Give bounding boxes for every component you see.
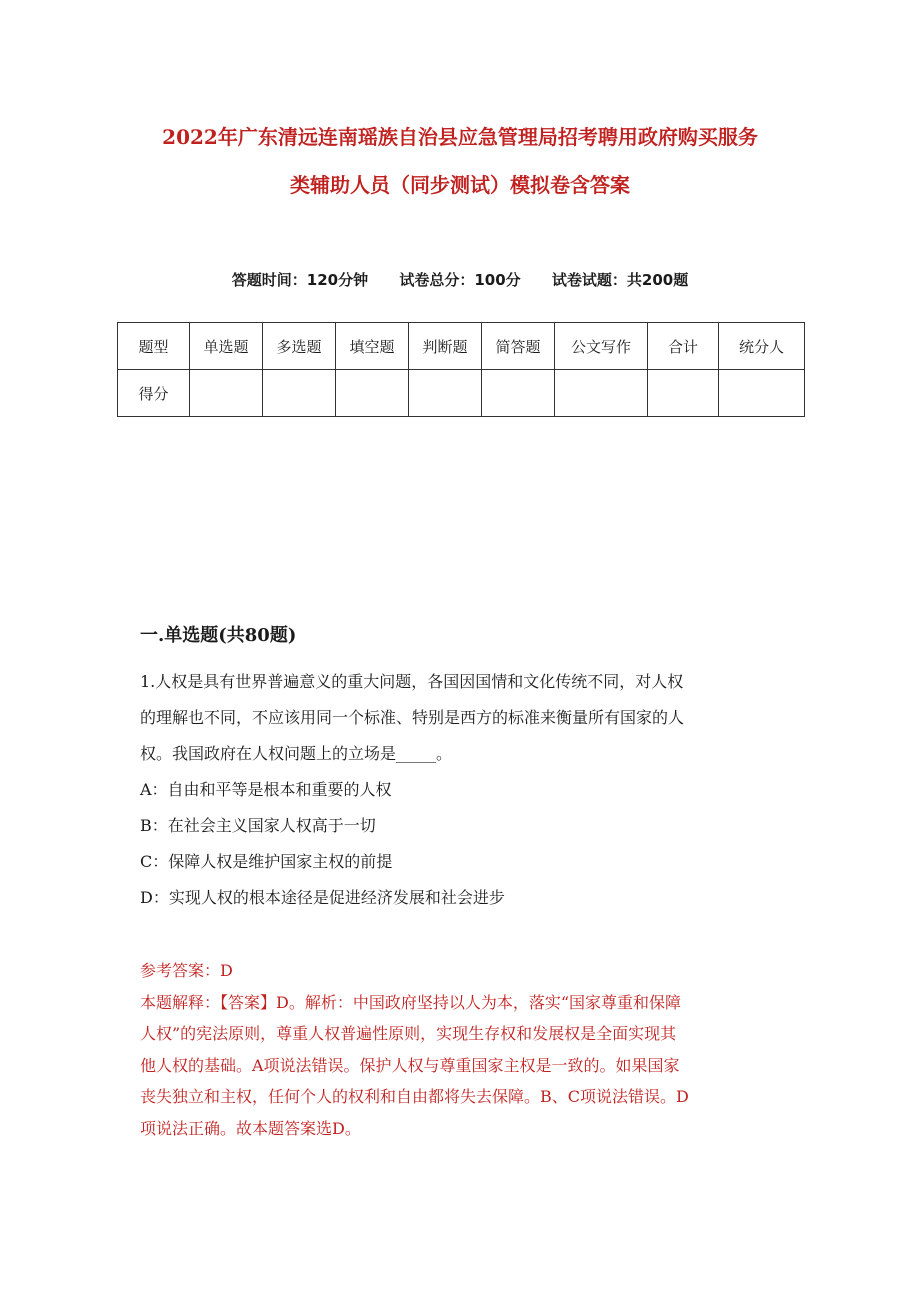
exam-question-count: 试卷试题：共200题 — [551, 271, 689, 289]
score-table-score-row — [118, 370, 805, 417]
score-cell — [263, 370, 336, 417]
score-row-label: 得分 — [118, 370, 190, 417]
header-cell-fill-in: 填空题 — [336, 323, 409, 370]
exam-time: 答题时间：120分钟 — [231, 271, 369, 289]
header-cell-single-choice: 单选题 — [190, 323, 263, 370]
question-stem-line: 的理解也不同，不应该用同一个标准、特别是西方的标准来衡量所有国家的人 — [140, 708, 685, 727]
section-heading: 一.单选题(共80题) — [140, 625, 297, 646]
exam-total-score: 试卷总分：100分 — [399, 271, 521, 289]
question-stem-line: 1.人权是具有世界普遍意义的重大问题，各国因国情和文化传统不同，对人权 — [140, 672, 684, 691]
document-title-line-2: 类辅助人员（同步测试）模拟卷含答案 — [290, 173, 630, 197]
header-cell-total: 合计 — [648, 323, 719, 370]
explanation-line: 丧失独立和主权，任何个人的权利和自由都将失去保障。B、C项说法错误。D — [140, 1087, 689, 1106]
score-cell — [555, 370, 648, 417]
reference-answer: 参考答案：D — [140, 961, 233, 980]
header-cell-short-answer: 简答题 — [482, 323, 555, 370]
score-cell — [190, 370, 263, 417]
option-c: C：保障人权是维护国家主权的前提 — [140, 852, 393, 871]
score-cell — [336, 370, 409, 417]
option-a: A：自由和平等是根本和重要的人权 — [140, 780, 392, 799]
question-1 — [140, 664, 780, 916]
score-table — [117, 322, 805, 417]
score-cell — [482, 370, 555, 417]
header-cell-scorer: 统分人 — [719, 323, 805, 370]
explanation-line: 人权”的宪法原则，尊重人权普遍性原则，实现生存权和发展权是全面实现其 — [140, 1024, 677, 1043]
document-title-line-1: 2022年广东清远连南瑶族自治县应急管理局招考聘用政府购买服务 — [162, 125, 758, 149]
header-cell-type: 题型 — [118, 323, 190, 370]
option-b: B：在社会主义国家人权高于一切 — [140, 816, 376, 835]
exam-info — [0, 270, 920, 290]
score-table-header-row — [118, 323, 805, 370]
header-cell-true-false: 判断题 — [409, 323, 482, 370]
score-cell — [409, 370, 482, 417]
explanation-line: 他人权的基础。A项说法错误。保护人权与尊重国家主权是一致的。如果国家 — [140, 1055, 680, 1075]
header-cell-multiple-choice: 多选题 — [263, 323, 336, 370]
answer-block — [140, 955, 780, 1144]
explanation-line: 项说法正确。故本题答案选D。 — [140, 1118, 361, 1138]
score-cell — [648, 370, 719, 417]
option-d: D：实现人权的根本途径是促进经济发展和社会进步 — [140, 888, 505, 907]
explanation-line: 本题解释：【答案】D。解析：中国政府坚持以人为本，落实“国家尊重和保障 — [140, 992, 682, 1012]
question-stem-line: 权。我国政府在人权问题上的立场是_____。 — [140, 744, 453, 763]
header-cell-official-writing: 公文写作 — [555, 323, 648, 370]
score-cell — [719, 370, 805, 417]
